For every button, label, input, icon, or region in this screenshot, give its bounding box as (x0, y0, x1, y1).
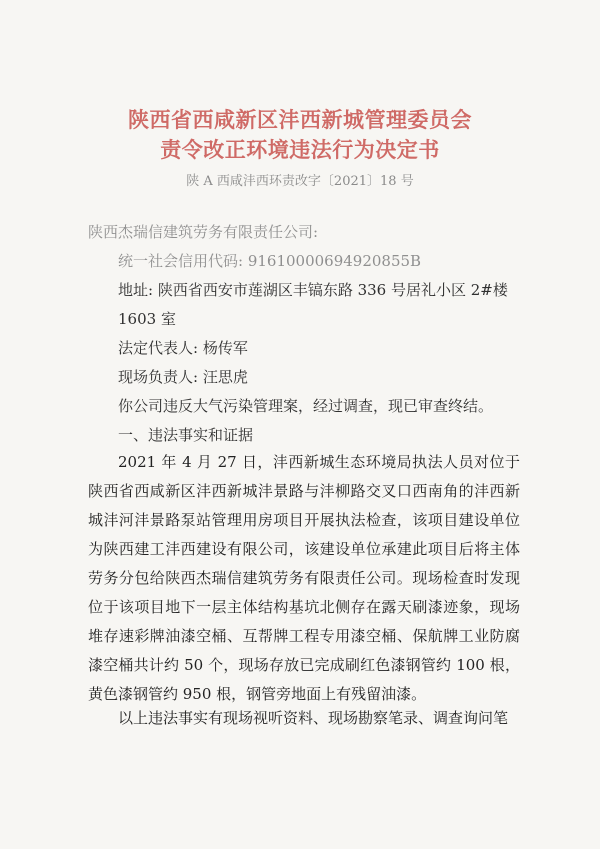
evidence-paragraph: 以上违法事实有现场视听资料、现场勘察笔录、调查询问笔 (118, 709, 509, 727)
site-manager: 现场负责人: 汪思虎 (118, 368, 248, 386)
section1-heading: 一、违法事实和证据 (118, 426, 254, 444)
legal-representative: 法定代表人: 杨传军 (118, 339, 248, 357)
address-line2: 1603 室 (118, 310, 176, 328)
document-title-line1: 陕西省西咸新区沣西新城管理委员会 (128, 107, 472, 132)
document-title-line2: 责令改正环境违法行为决定书 (160, 137, 440, 162)
facts-paragraph: 2021 年 4 月 27 日，沣西新城生态环境局执法人员对位于陕西省西咸新区沣西新城沣景路与沣柳路交叉口西南角的沣西新城沣河沣景路泵站管理用房项目开展执法检查，该项目建设单位为陕西建工沣西建设有限公司，该建设单位承建此项目后将主体劳务分包给陕西杰瑞信建筑劳务有限责任公司。现场检查时发现位于该项目地下一层主体结构基坑北侧存在露天刷漆迹象，现场堆存速彩牌油漆空桶、互帮牌工程专用漆空桶、保航牌工业防腐漆空桶共计约 50 个，现场存放已完成刷红色漆钢管约 100 根，黄色漆钢管约 950 根，钢管旁地面上有残留油漆。 (88, 453, 520, 703)
case-intro: 你公司违反大气污染管理案，经过调查，现已审查终结。 (118, 397, 494, 415)
party-name: 陕西杰瑞信建筑劳务有限责任公司: (88, 223, 319, 241)
document-number: 陕 A 西咸沣西环责改字〔2021〕18 号 (186, 174, 414, 189)
credit-code: 统一社会信用代码: 91610000694920855B (118, 252, 422, 270)
address-line1: 地址: 陕西省西安市莲湖区丰镐东路 336 号居礼小区 2#楼 (118, 281, 508, 299)
